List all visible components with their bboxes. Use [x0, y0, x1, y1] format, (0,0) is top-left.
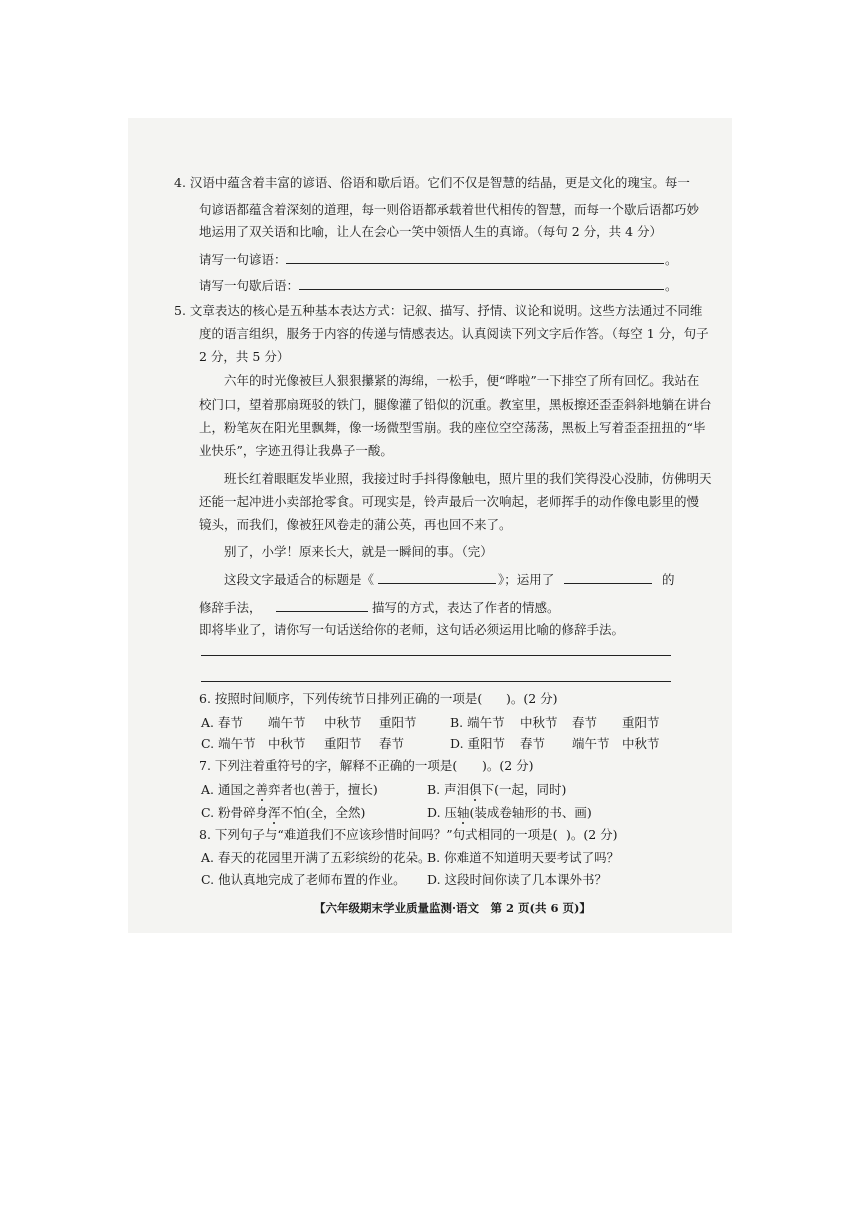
- passage-p2-line-1: 班长红着眼眶发毕业照，我接过时手抖得像触电，照片里的我们笑得没心没肺，仿佛明天: [224, 471, 712, 486]
- q6-option-b-4: 重阳节: [622, 715, 660, 730]
- q5-rhetoric-blank[interactable]: [564, 583, 652, 584]
- q8-option-b[interactable]: B. 你难道不知道明天要考试了吗？: [427, 850, 620, 865]
- q4-line-2: 句谚语都蕴含着深刻的道理，每一则俗语都承载着世代相传的智慧，而每一个歇后语都巧妙: [199, 202, 700, 217]
- q7-stem: 7. 下列注着重符号的字，解释不正确的一项是(: [199, 758, 458, 773]
- q4-xiehouyu-label: 请写一句歇后语：: [199, 278, 300, 293]
- q6-option-d-3: 端午节: [572, 736, 610, 751]
- passage-p2-line-2: 还能一起冲进小卖部抢零食。可现实是，铃声最后一次响起，老师挥手的动作像电影里的慢: [199, 494, 700, 509]
- q5-description-suffix: 描写的方式，表达了作者的情感。: [372, 600, 560, 615]
- q6-option-a-1[interactable]: A. 春节: [201, 715, 243, 730]
- q6-option-c-1[interactable]: C. 端午节: [201, 736, 256, 751]
- q7-c-pre: C. 粉骨碎身: [201, 805, 269, 820]
- q6-stem: 6. 按照时间顺序，下列传统节日排列正确的一项是(: [199, 691, 483, 706]
- q7-d-post: (装成卷轴形的书、画): [469, 805, 592, 820]
- q4-line-3: 地运用了双关语和比喻，让人在会心一笑中领悟人生的真谛。（每句 2 分，共 4 分）: [199, 224, 663, 239]
- passage-p1-line-2: 校门口，望着那扇斑驳的铁门，腿像灌了铅似的沉重。教室里，黑板擦还歪歪斜斜地躺在讲台: [199, 397, 712, 412]
- q7-d-emphasis-char: 轴: [457, 805, 470, 820]
- q7-option-c[interactable]: [201, 804, 365, 821]
- passage-p2-line-3: 镜头，而我们，像被狂风卷走的蒲公英，再也回不来了。: [199, 517, 512, 532]
- q6-option-b-2: 中秋节: [520, 715, 558, 730]
- passage-p3: 别了，小学！原来长大，就是一瞬间的事。（完）: [224, 544, 493, 559]
- q4-proverb-label: 请写一句谚语：: [199, 252, 287, 267]
- q7-b-post: 下(一起，同时): [481, 782, 567, 797]
- q5-rhetoric-suffix: 修辞手法，: [199, 600, 262, 615]
- q7-b-pre: B. 声泪: [427, 782, 470, 797]
- q6-option-b-3: 春节: [572, 715, 598, 730]
- q5-de: 的: [662, 572, 675, 587]
- q8-option-a[interactable]: A. 春天的花园里开满了五彩缤纷的花朵。: [201, 850, 431, 865]
- q4-proverb-answer-line[interactable]: [286, 263, 664, 264]
- q5-rhetoric-prompt: 》；运用了: [498, 572, 555, 587]
- q4-xiehouyu-period: 。: [665, 278, 678, 293]
- passage-p1-line-4: 业快乐”，字迹丑得让我鼻子一酸。: [199, 443, 393, 458]
- q7-a-emphasis-char: 善: [255, 782, 268, 797]
- q7-option-d[interactable]: [427, 804, 592, 821]
- q5-line-3: 2 分，共 5 分）: [199, 349, 290, 364]
- page-footer: 【六年级期末学业质量监测·语文 第 2 页(共 6 页)】: [314, 901, 591, 915]
- q6-option-a-4: 重阳节: [379, 715, 417, 730]
- q6-option-c-3: 重阳节: [324, 736, 362, 751]
- q5-writing-task: 即将毕业了，请你写一句话送给你的老师，这句话必须运用比喻的修辞手法。: [199, 622, 625, 637]
- q6-option-b-1[interactable]: B. 端午节: [450, 715, 505, 730]
- q5-description-blank[interactable]: [276, 611, 368, 612]
- q7-b-emphasis-char: 俱: [469, 782, 482, 797]
- q7-c-emphasis-char: 浑: [268, 805, 281, 820]
- q7-stem-end: )。(2 分): [482, 758, 534, 773]
- q8-option-c[interactable]: C. 他认真地完成了老师布置的作业。: [201, 872, 406, 887]
- passage-p1-line-3: 上，粉笔灰在阳光里飘舞，像一场微型雪崩。我的座位空空荡荡，黑板上写着歪歪扭扭的“毕: [199, 420, 706, 435]
- q7-a-pre: A. 通国之: [201, 782, 256, 797]
- q5-line-2: 度的语言组织，服务于内容的传递与情感表达。认真阅读下列文字后作答。（每空 1 分，句子: [199, 326, 709, 341]
- q5-line-1: 5. 文章表达的核心是五种基本表达方式：记叙、描写、抒情、议论和说明。这些方法通过不同维: [174, 303, 703, 318]
- q6-option-a-2: 端午节: [268, 715, 306, 730]
- q4-line-1: 4. 汉语中蕴含着丰富的谚语、俗语和歇后语。它们不仅是智慧的结晶，更是文化的瑰宝。每一: [174, 175, 690, 190]
- q5-title-prompt: 这段文字最适合的标题是《: [224, 572, 375, 587]
- passage-p1-line-1: 六年的时光像被巨人狠狠攥紧的海绵，一松手，便“哗啦”一下排空了所有回忆。我站在: [224, 373, 700, 388]
- q6-option-d-1[interactable]: D. 重阳节: [450, 736, 506, 751]
- q5-title-blank[interactable]: [378, 583, 496, 584]
- q5-writing-line-1[interactable]: [201, 655, 671, 656]
- q6-stem-end: )。(2 分): [506, 691, 558, 706]
- q7-c-post: 不怕(全，全然): [280, 805, 366, 820]
- q6-option-d-2: 春节: [520, 736, 546, 751]
- q6-option-c-4: 春节: [379, 736, 405, 751]
- q6-option-d-4: 中秋节: [622, 736, 660, 751]
- q6-option-a-3: 中秋节: [324, 715, 362, 730]
- q8-stem-end: )。(2 分): [566, 827, 618, 842]
- q6-option-c-2: 中秋节: [268, 736, 306, 751]
- q7-option-b[interactable]: [427, 781, 566, 798]
- q7-a-post: 弈者也(善于，擅长): [268, 782, 378, 797]
- q7-option-a[interactable]: [201, 781, 378, 798]
- q8-stem: 8. 下列句子与“难道我们不应该珍惜时间吗？”句式相同的一项是(: [199, 827, 558, 842]
- q4-proverb-period: 。: [665, 252, 678, 267]
- q5-writing-line-2[interactable]: [201, 681, 671, 682]
- exam-page: [128, 118, 732, 933]
- q4-xiehouyu-answer-line[interactable]: [299, 289, 664, 290]
- q7-d-pre: D. 压: [427, 805, 458, 820]
- q8-option-d[interactable]: D. 这段时间你读了几本课外书？: [427, 872, 608, 887]
